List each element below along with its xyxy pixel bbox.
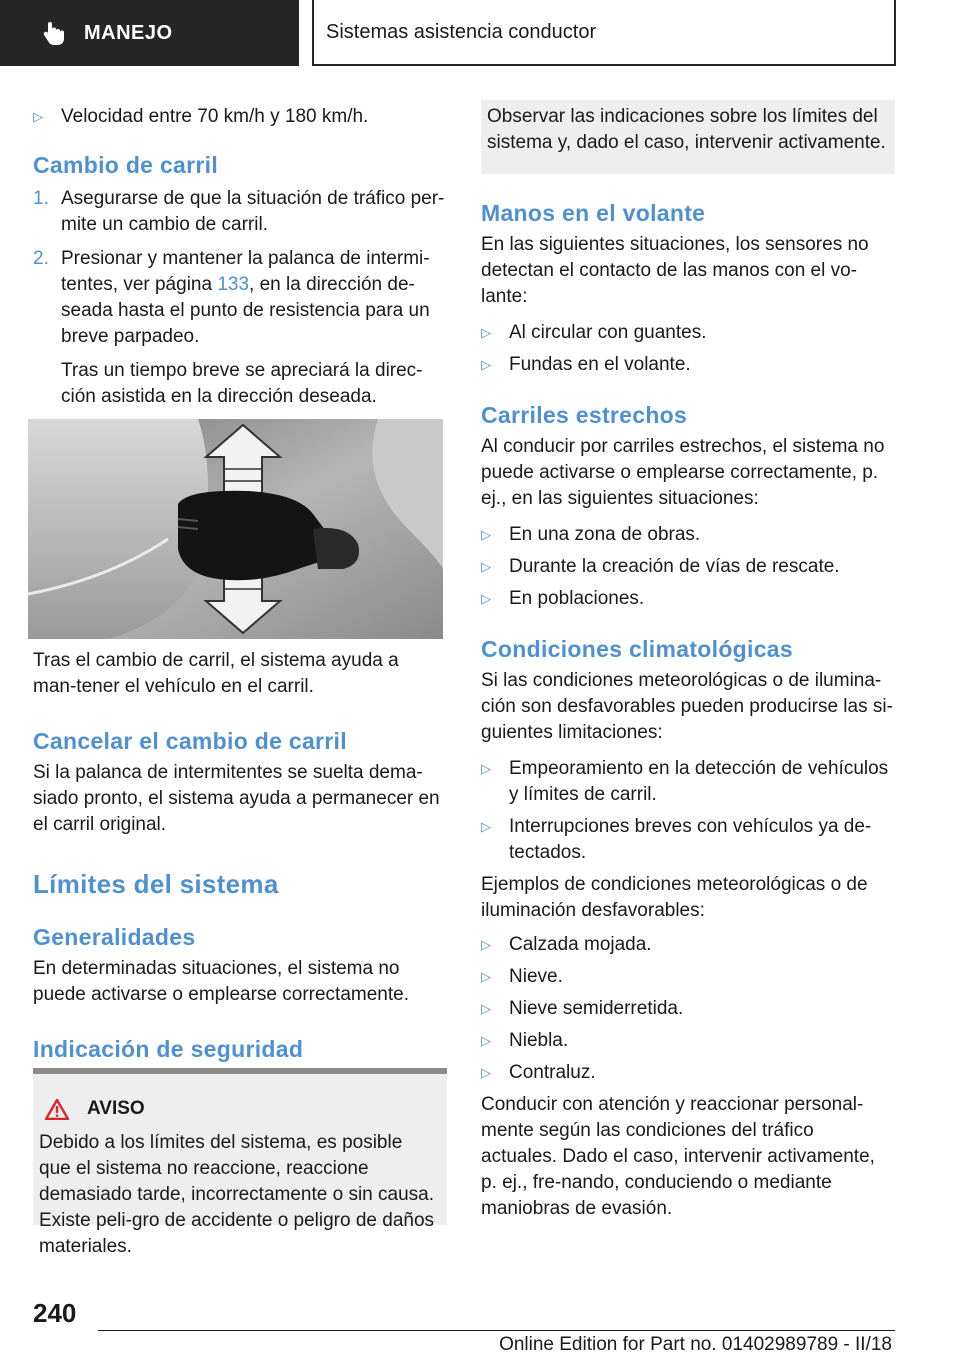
list-item: ▷ Interrupciones breves con vehículos ya de-tectados. [481, 814, 895, 866]
warning-triangle-icon [45, 1098, 69, 1120]
cancel-text: Si la palanca de intermitentes se suelta dema-siado pronto, el sistema ayuda a permanecer en el carril original. [33, 762, 440, 835]
climate-heading: Condiciones climatológicas [481, 636, 793, 662]
triangle-bullet-icon: ▷ [481, 357, 491, 372]
closing-text: Conducir con atención y reaccionar personal-mente según las condiciones del tráfico actuales. Dado el caso, intervenir activamente, p. ej., fre-nando, conduciendo o mediante maniobras de evasión. [481, 1094, 875, 1219]
triangle-bullet-icon: ▷ [481, 1065, 491, 1080]
hand-pointer-icon [40, 18, 70, 48]
triangle-bullet-icon: ▷ [481, 937, 491, 952]
list-item: ▷ En poblaciones. [481, 586, 895, 612]
examples-text: Ejemplos de condiciones meteorológicas o de iluminación desfavorables: [481, 874, 868, 921]
list-item: ▷ Calzada mojada. [481, 932, 895, 958]
list-item: ▷ Fundas en el volante. [481, 352, 895, 378]
general-text: En determinadas situaciones, el sistema no puede activarse o emplearse correctamente. [33, 958, 409, 1005]
warning-text: Debido a los límites del sistema, es posible que el sistema no reaccione, reaccione demasiado tarde, incorrectamente o sin causa. Existe peli-gro de accidente o peligro de daños materiales. [39, 1132, 435, 1257]
triangle-bullet-icon: ▷ [481, 591, 491, 606]
warning-box [33, 1068, 447, 1257]
list-item: ▷ Nieve semiderretida. [481, 996, 895, 1022]
left-column [33, 100, 447, 410]
after-image-text: Tras el cambio de carril, el sistema ayuda a man-tener el vehículo en el carril. [33, 650, 399, 697]
triangle-bullet-icon: ▷ [33, 109, 43, 124]
section-title: Sistemas asistencia conductor [312, 0, 896, 66]
general-heading: Generalidades [33, 924, 196, 950]
page-number: 240 [33, 1298, 77, 1328]
note-box [481, 100, 895, 174]
lever-illustration [28, 419, 443, 639]
list-item: ▷ Contraluz. [481, 1060, 895, 1086]
narrow-text: Al conducir por carriles estrechos, el sistema no puede activarse o emplearse correctamente, p. ej., en las siguientes situaciones: [481, 436, 885, 509]
triangle-bullet-icon: ▷ [481, 761, 491, 776]
list-item: ▷ Al circular con guantes. [481, 320, 895, 346]
right-column [481, 198, 895, 1222]
climate-text: Si las condiciones meteorológicas o de ilumina-ción son desfavorables pueden producirse las si-guientes limitaciones: [481, 670, 893, 743]
left-column-lower [33, 648, 447, 1064]
step-2: 2. Presionar y mantener la palanca de intermi-tentes, ver página 133, en la dirección de-seada hasta el punto de resistencia para un breve parpadeo. [33, 248, 430, 347]
step-1: 1. Asegurarse de que la situación de tráfico per-mite un cambio de carril. [33, 188, 445, 235]
edition-footer: Online Edition for Part no. 01402989789 - II/18 [499, 1334, 892, 1355]
limits-heading: Límites del sistema [33, 869, 279, 899]
triangle-bullet-icon: ▷ [481, 325, 491, 340]
triangle-bullet-icon: ▷ [481, 819, 491, 834]
hands-text: En las siguientes situaciones, los sensores no detectan el contacto de las manos con el vo-lante: [481, 234, 869, 307]
triangle-bullet-icon: ▷ [481, 559, 491, 574]
step-2-note: Tras un tiempo breve se apreciará la direc-ción asistida en la dirección deseada. [61, 360, 423, 407]
hands-heading: Manos en el volante [481, 200, 706, 226]
triangle-bullet-icon: ▷ [481, 527, 491, 542]
safety-heading: Indicación de seguridad [33, 1036, 304, 1062]
footer-divider [98, 1330, 895, 1331]
triangle-bullet-icon: ▷ [481, 1033, 491, 1048]
list-item: ▷ Nieve. [481, 964, 895, 990]
list-item: ▷ Niebla. [481, 1028, 895, 1054]
cancel-heading: Cancelar el cambio de carril [33, 728, 347, 754]
page-link[interactable]: 133 [217, 274, 250, 295]
narrow-heading: Carriles estrechos [481, 402, 688, 428]
note-text: Observar las indicaciones sobre los límites del sistema y, dado el caso, intervenir activamente. [487, 106, 886, 153]
lane-change-heading: Cambio de carril [33, 152, 219, 178]
turn-signal-lever-image [28, 419, 443, 639]
chapter-tab [0, 0, 299, 66]
triangle-bullet-icon: ▷ [481, 1001, 491, 1016]
warning-title: AVISO [87, 1098, 145, 1119]
list-item: ▷ En una zona de obras. [481, 522, 895, 548]
triangle-bullet-icon: ▷ [481, 969, 491, 984]
chapter-title: MANEJO [84, 21, 173, 44]
list-item: ▷ Empeoramiento en la detección de vehículos y límites de carril. [481, 756, 895, 808]
list-item: ▷ Velocidad entre 70 km/h y 180 km/h. [33, 104, 447, 130]
list-item: ▷ Durante la creación de vías de rescate. [481, 554, 895, 580]
